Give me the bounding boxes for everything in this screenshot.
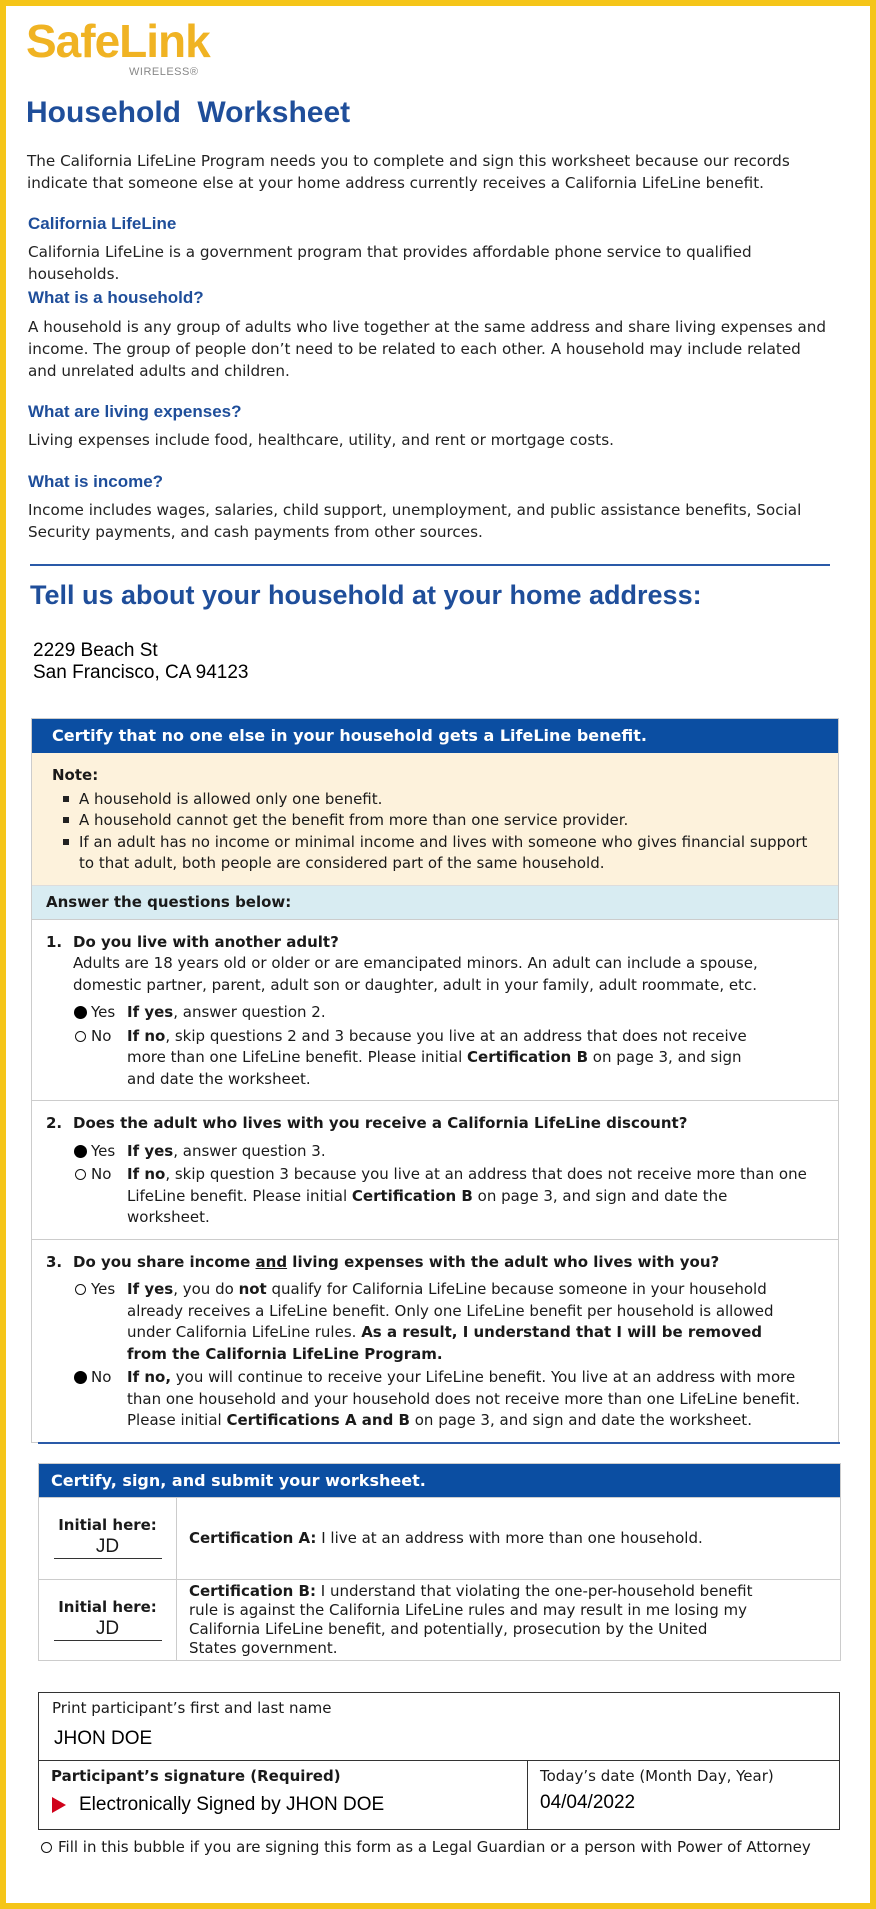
note-item: A household cannot get the benefit from more than one service provider. xyxy=(79,810,818,832)
radio-empty-icon[interactable] xyxy=(75,1169,86,1180)
faq-text-household: A household is any group of adults who live together at the same address and share living expenses and income. The group of people don’t need to be related to each other. A household may include related and unrelated adults and children. xyxy=(28,318,827,380)
sig-date-row xyxy=(39,1761,839,1829)
address-line1: 2229 Beach St xyxy=(33,640,158,661)
safelink-logo: SafeLink xyxy=(26,15,210,67)
faq-text-income: Income includes wages, salaries, child support, unemployment, and public assistance benefits, Social Security payments, and cash payments from other sources. xyxy=(28,501,802,541)
date-label: Today’s date (Month Day, Year) xyxy=(540,1767,774,1785)
answer-bar: Answer the questions below: xyxy=(32,886,838,920)
guardian-radio-icon[interactable] xyxy=(41,1842,52,1853)
arrow-right-icon xyxy=(52,1797,66,1813)
faq-heading-household: What is a household? xyxy=(28,288,204,307)
faq-text-expenses: Living expenses include food, healthcare, utility, and rent or mortgage costs. xyxy=(28,431,614,449)
cert-row-b xyxy=(39,1579,840,1660)
q3-option-no[interactable]: No If no, you will continue to receive your LifeLine benefit. You live at an address with more than one household and your household does not receive more than one LifeLine benefit. Please initial Certifications A and B on page 3, and sign and date the worksheet. xyxy=(73,1367,817,1432)
signature-field[interactable]: Electronically Signed by JHON DOE xyxy=(79,1794,385,1815)
note-box xyxy=(32,753,838,886)
question-title: Do you live with another adult? xyxy=(73,932,339,951)
q2-option-yes[interactable]: Yes If yes, answer question 3. xyxy=(73,1141,824,1163)
faq-text-lifeline: California LifeLine is a government program that provides affordable phone service to qualified households. xyxy=(28,243,752,283)
question-3 xyxy=(32,1240,838,1442)
radio-empty-icon[interactable] xyxy=(75,1284,86,1295)
certify-section xyxy=(31,718,839,1443)
page-title: Household Worksheet xyxy=(26,96,351,129)
q1-option-no[interactable]: No If no, skip questions 2 and 3 because you live at an address that does not receive more than one LifeLine benefit. Please initial Certification B on page 3, and sign and date the worksheet. xyxy=(73,1026,767,1091)
radio-filled-icon[interactable] xyxy=(74,1006,87,1019)
q1-option-yes[interactable]: Yes If yes, answer question 2. xyxy=(73,1002,824,1024)
initial-cell xyxy=(39,1498,177,1579)
household-heading: Tell us about your household at your home address: xyxy=(30,580,702,610)
certify-bar: Certify that no one else in your household gets a LifeLine benefit. xyxy=(32,719,838,753)
faq-heading-lifeline: California LifeLine xyxy=(28,214,177,233)
signature-box xyxy=(38,1692,840,1830)
signature-cell xyxy=(39,1761,528,1829)
initial-field-a[interactable]: JD xyxy=(54,1536,162,1559)
radio-filled-icon[interactable] xyxy=(74,1145,87,1158)
address-line2: San Francisco, CA 94123 xyxy=(33,662,249,683)
submit-bar: Certify, sign, and submit your worksheet. xyxy=(39,1464,840,1497)
question-title: Do you share income and living expenses with the adult who lives with you? xyxy=(73,1252,720,1271)
option-label: No xyxy=(91,1165,112,1183)
faq-heading-expenses: What are living expenses? xyxy=(28,402,242,421)
divider xyxy=(38,1442,840,1444)
note-item: A household is allowed only one benefit. xyxy=(79,789,818,811)
question-1 xyxy=(32,920,838,1102)
name-label: Print participant’s first and last name xyxy=(52,1699,332,1717)
initial-cell xyxy=(39,1580,177,1660)
question-number: 2. xyxy=(46,1114,63,1132)
guardian-text: Fill in this bubble if you are signing this form as a Legal Guardian or a person with Power of Attorney xyxy=(58,1838,811,1856)
cert-a-text: Certification A: I live at an address with more than one household. xyxy=(189,1529,703,1547)
option-label: No xyxy=(91,1026,112,1045)
option-label: Yes xyxy=(91,1141,116,1160)
option-label: Yes xyxy=(91,1003,116,1021)
question-desc: Adults are 18 years old or older or are emancipated minors. An adult can include a spouse, domestic partner, parent, adult son or daughter, adult in your family, adult roommate, etc. xyxy=(73,954,758,994)
question-number: 1. xyxy=(46,932,63,951)
date-cell xyxy=(528,1761,839,1829)
date-field[interactable]: 04/04/2022 xyxy=(540,1792,636,1813)
note-list xyxy=(52,789,818,875)
cert-row-a xyxy=(39,1497,840,1579)
q2-option-no[interactable]: No If no, skip question 3 because you live at an address that does not receive more than one LifeLine benefit. Please initial Certification B on page 3, and sign and date the worksheet. xyxy=(73,1164,807,1229)
note-item: If an adult has no income or minimal income and lives with someone who gives financial support to that adult, both people are considered part of the same household. xyxy=(79,832,818,875)
divider xyxy=(30,564,830,566)
name-field[interactable]: JHON DOE xyxy=(54,1728,153,1749)
radio-empty-icon[interactable] xyxy=(75,1031,86,1042)
radio-filled-icon[interactable] xyxy=(74,1371,87,1384)
name-row xyxy=(39,1693,839,1761)
option-label: No xyxy=(91,1368,112,1386)
initial-label: Initial here: xyxy=(58,1516,157,1534)
logo-subtitle: WIRELESS® xyxy=(129,66,199,78)
signature-label: Participant’s signature (Required) xyxy=(51,1767,341,1785)
question-number: 3. xyxy=(46,1252,63,1271)
question-title: Does the adult who lives with you receive a California LifeLine discount? xyxy=(73,1114,688,1132)
cert-b-text: Certification B: I understand that violating the one-per-household benefit rule is against the California LifeLine rules and may result in me losing my California LifeLine benefit, and potentially, prosecution by the United States government. xyxy=(189,1582,753,1657)
submit-section xyxy=(38,1463,841,1661)
initial-label: Initial here: xyxy=(58,1598,157,1616)
intro-text: The California LifeLine Program needs you to complete and sign this worksheet because our records indicate that someone else at your home address currently receives a California LifeLine benefit. xyxy=(27,152,790,192)
question-2 xyxy=(32,1101,838,1240)
q3-option-yes[interactable]: Yes If yes, you do not qualify for California LifeLine because someone in your household already receives a LifeLine benefit. Only one LifeLine benefit per household is allowed under California LifeLine rules. As a result, I understand that I will be removed from the California LifeLine Program. xyxy=(73,1279,777,1365)
note-label: Note: xyxy=(52,766,99,784)
option-label: Yes xyxy=(91,1280,116,1298)
faq-heading-income: What is income? xyxy=(28,472,164,491)
initial-field-b[interactable]: JD xyxy=(54,1618,162,1641)
